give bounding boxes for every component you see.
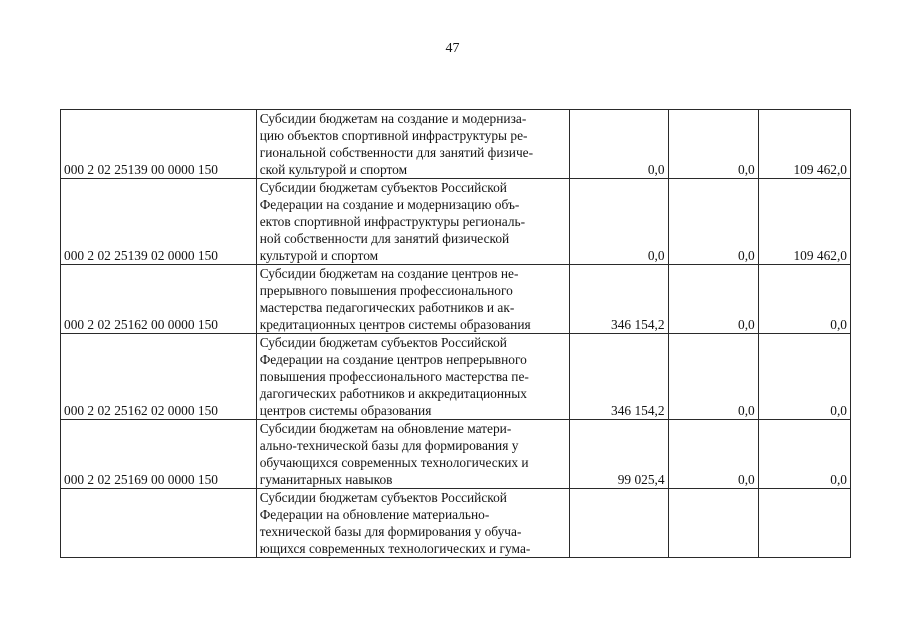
table-row <box>61 110 851 179</box>
budget-code-cell: 000 2 02 25162 00 0000 150 <box>61 265 257 334</box>
page-number: 47 <box>445 41 460 56</box>
description-line: дагогических работников и аккредитационных <box>259 386 527 401</box>
amount-cell-2: 0,0 <box>668 265 758 334</box>
amount-cell-2: 0,0 <box>668 110 758 179</box>
budget-code-cell <box>61 489 257 558</box>
budget-code-cell: 000 2 02 25169 00 0000 150 <box>61 420 257 489</box>
description-line: Субсидии бюджетам субъектов Российской <box>259 180 507 195</box>
amount-cell-3: 0,0 <box>758 265 850 334</box>
table-body <box>61 110 851 558</box>
description-line: Субсидии бюджетам на создание центров не- <box>259 266 519 281</box>
budget-code-cell: 000 2 02 25139 00 0000 150 <box>61 110 257 179</box>
description-line: повышения профессионального мастерства пе- <box>259 369 529 384</box>
amount-cell-3: 0,0 <box>758 420 850 489</box>
description-line: Субсидии бюджетам на создание и модерниза- <box>259 111 527 126</box>
amount-cell-3 <box>758 489 850 558</box>
amount-cell-1: 346 154,2 <box>570 265 668 334</box>
description-line: цию объектов спортивной инфраструктуры ре- <box>259 128 528 143</box>
budget-table <box>60 109 851 558</box>
table-row <box>61 420 851 489</box>
description-cell <box>256 489 570 558</box>
amount-cell-1 <box>570 489 668 558</box>
description-line: кредитационных центров системы образования <box>259 317 531 332</box>
description-line: Субсидии бюджетам субъектов Российской <box>259 490 507 505</box>
amount-cell-1: 346 154,2 <box>570 334 668 420</box>
amount-cell-1: 0,0 <box>570 179 668 265</box>
description-cell <box>256 110 570 179</box>
budget-code-cell: 000 2 02 25162 02 0000 150 <box>61 334 257 420</box>
description-line: прерывного повышения профессионального <box>259 283 513 298</box>
amount-cell-3: 109 462,0 <box>758 179 850 265</box>
amount-cell-3: 0,0 <box>758 334 850 420</box>
description-line: культурой и спортом <box>259 248 379 263</box>
description-cell <box>256 334 570 420</box>
amount-cell-2: 0,0 <box>668 334 758 420</box>
description-line: мастерства педагогических работников и ак- <box>259 300 515 315</box>
table-row <box>61 265 851 334</box>
description-cell <box>256 420 570 489</box>
amount-cell-2 <box>668 489 758 558</box>
amount-cell-1: 99 025,4 <box>570 420 668 489</box>
description-line: технической базы для формирования у обуча- <box>259 524 522 539</box>
description-cell <box>256 179 570 265</box>
description-line: ской культурой и спортом <box>259 162 408 177</box>
description-line: ющихся современных технологических и гума- <box>259 541 531 556</box>
amount-cell-2: 0,0 <box>668 420 758 489</box>
amount-cell-3: 109 462,0 <box>758 110 850 179</box>
budget-code-cell: 000 2 02 25139 02 0000 150 <box>61 179 257 265</box>
amount-cell-1: 0,0 <box>570 110 668 179</box>
description-cell <box>256 265 570 334</box>
description-line: гиональной собственности для занятий физиче- <box>259 145 534 160</box>
description-line: Субсидии бюджетам на обновление матери- <box>259 421 512 436</box>
description-line: обучающихся современных технологических и <box>259 455 529 470</box>
description-line: центров системы образования <box>259 403 432 418</box>
table-row <box>61 489 851 558</box>
table-row <box>61 179 851 265</box>
description-line: ектов спортивной инфраструктуры региональ- <box>259 214 526 229</box>
description-line: Федерации на обновление материально- <box>259 507 490 522</box>
description-line: ально-технической базы для формирования у <box>259 438 519 453</box>
amount-cell-2: 0,0 <box>668 179 758 265</box>
description-line: Федерации на создание и модернизацию объ- <box>259 197 520 212</box>
table-row <box>61 334 851 420</box>
description-line: Федерации на создание центров непрерывного <box>259 352 527 367</box>
description-line: Субсидии бюджетам субъектов Российской <box>259 335 507 350</box>
description-line: ной собственности для занятий физической <box>259 231 510 246</box>
description-line: гуманитарных навыков <box>259 472 393 487</box>
